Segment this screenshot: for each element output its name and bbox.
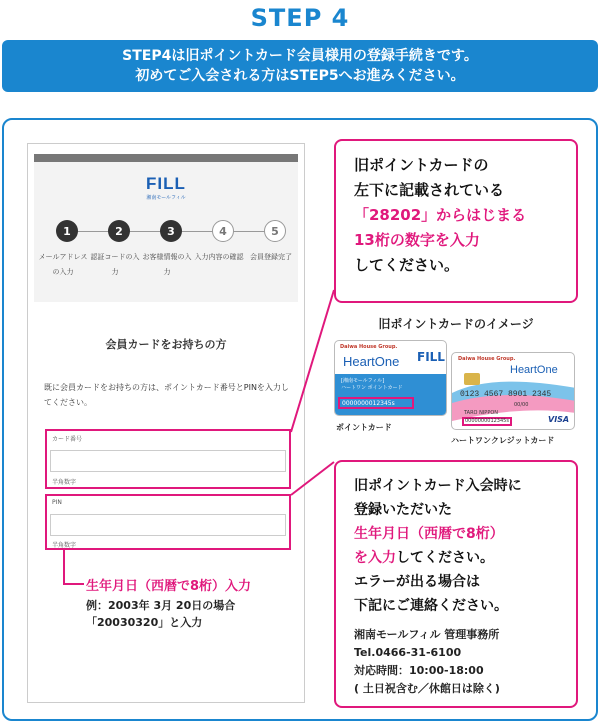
connector-pin <box>291 462 334 495</box>
callout2-line4 <box>354 546 558 570</box>
contact-note: ( 土日祝含む／休館日は除く) <box>354 682 500 695</box>
step-1-circle: 1 <box>56 220 78 242</box>
step-label-code: 認証コードの入力 <box>90 253 140 276</box>
credit-card-holder: TARO NIPPON <box>464 410 499 416</box>
visa-logo: VISA <box>548 415 570 424</box>
chip-icon <box>464 373 480 385</box>
card-number-callout <box>334 139 578 303</box>
intro-text: 既に会員カードをお持ちの方は、ポイントカード番号とPINを入力してください。 <box>44 383 289 407</box>
callout2-line5: エラーが出る場合は <box>354 574 480 590</box>
point-card-heartone: HeartOne <box>343 354 400 369</box>
callout1-line4: 13桁の数字を入力 <box>354 231 480 249</box>
step-5-circle: 5 <box>264 220 286 242</box>
callout2-line4b: してください。 <box>396 550 494 566</box>
step-2-circle: 2 <box>108 220 130 242</box>
contact-tel: Tel.0466-31-6100 <box>354 646 462 659</box>
banner-line-2: 初めてご入会される方はSTEP5へお進みください。 <box>135 68 465 84</box>
logo-subtitle: 湘南モールフィル <box>146 195 186 201</box>
point-card-fill: FILL <box>417 350 445 364</box>
card-number-hint: 半角数字 <box>52 479 77 486</box>
callout2-line1: 旧ポイントカード入会時に <box>354 478 522 494</box>
step-label-email: メールアドレスの入力 <box>38 253 88 276</box>
contact-name: 湘南モールフィル 管理事務所 <box>354 628 500 641</box>
point-card-image <box>334 340 447 416</box>
callout1-line1: 旧ポイントカードの <box>354 156 489 174</box>
callout2-line3: 生年月日（西暦で8桁） <box>354 526 504 542</box>
point-card-store: [湘南モールフィル] <box>341 378 385 384</box>
birthdate-example-2: 「20030320」と入力 <box>86 616 203 629</box>
birthdate-note <box>86 575 251 631</box>
callout1-line2: 左下に記載されている <box>354 181 505 199</box>
callout2-line2: 登録いただいた <box>354 502 452 518</box>
card-number-label: カード番号 <box>52 436 83 443</box>
connector-birthdate <box>64 550 84 584</box>
connector-card-number <box>291 290 334 432</box>
credit-card-expiry: 00/00 <box>514 402 529 408</box>
step-label-info: お客様情報の入力 <box>142 253 192 276</box>
logo-text: FILL <box>146 174 186 193</box>
callout2-line6: 下記にご連絡ください。 <box>354 598 508 614</box>
banner-line-1: STEP4は旧ポイントカード会員様用の登録手続きです。 <box>122 48 478 64</box>
pin-label: PIN <box>52 499 62 506</box>
credit-card-image <box>451 352 575 430</box>
point-card-label: ハートワン ポイントカード <box>341 385 403 391</box>
callout1-line3: 「28202」からはじまる <box>354 206 527 224</box>
step-label-confirm: 入力内容の確認 <box>194 253 244 261</box>
step-title: STEP 4 <box>250 4 350 32</box>
birthdate-note-main: 生年月日（西暦で8桁）入力 <box>86 579 252 594</box>
birthdate-example-1: 例：2003年 3月 20日の場合 <box>86 599 236 612</box>
birthdate-callout <box>334 460 578 708</box>
point-card-brand: Daiwa House Group. <box>340 344 398 350</box>
contact-info <box>354 626 558 698</box>
credit-card-number: 0123 4567 8901 2345 <box>460 390 552 399</box>
step-label-complete: 会員登録完了 <box>250 253 292 261</box>
pin-hint: 半角数字 <box>52 542 77 549</box>
contact-hours: 対応時間：10:00-18:00 <box>354 664 484 677</box>
card-image-title: 旧ポイントカードのイメージ <box>378 317 534 331</box>
credit-card-brand: Daiwa House Group. <box>458 356 516 362</box>
callout1-line5: してください。 <box>354 256 460 274</box>
step-4-circle: 4 <box>212 220 234 242</box>
point-card-number: 0000000012345s <box>338 397 414 409</box>
credit-card-heartone: HeartOne <box>510 364 558 376</box>
credit-card-sub-number: 0000000012345s <box>462 417 512 426</box>
point-card-caption: ポイントカード <box>336 423 392 432</box>
credit-card-caption: ハートワンクレジットカード <box>451 436 555 445</box>
step-3-circle: 3 <box>160 220 182 242</box>
member-card-heading: 会員カードをお持ちの方 <box>105 338 227 351</box>
callout2-line4a: を入力 <box>354 550 396 566</box>
